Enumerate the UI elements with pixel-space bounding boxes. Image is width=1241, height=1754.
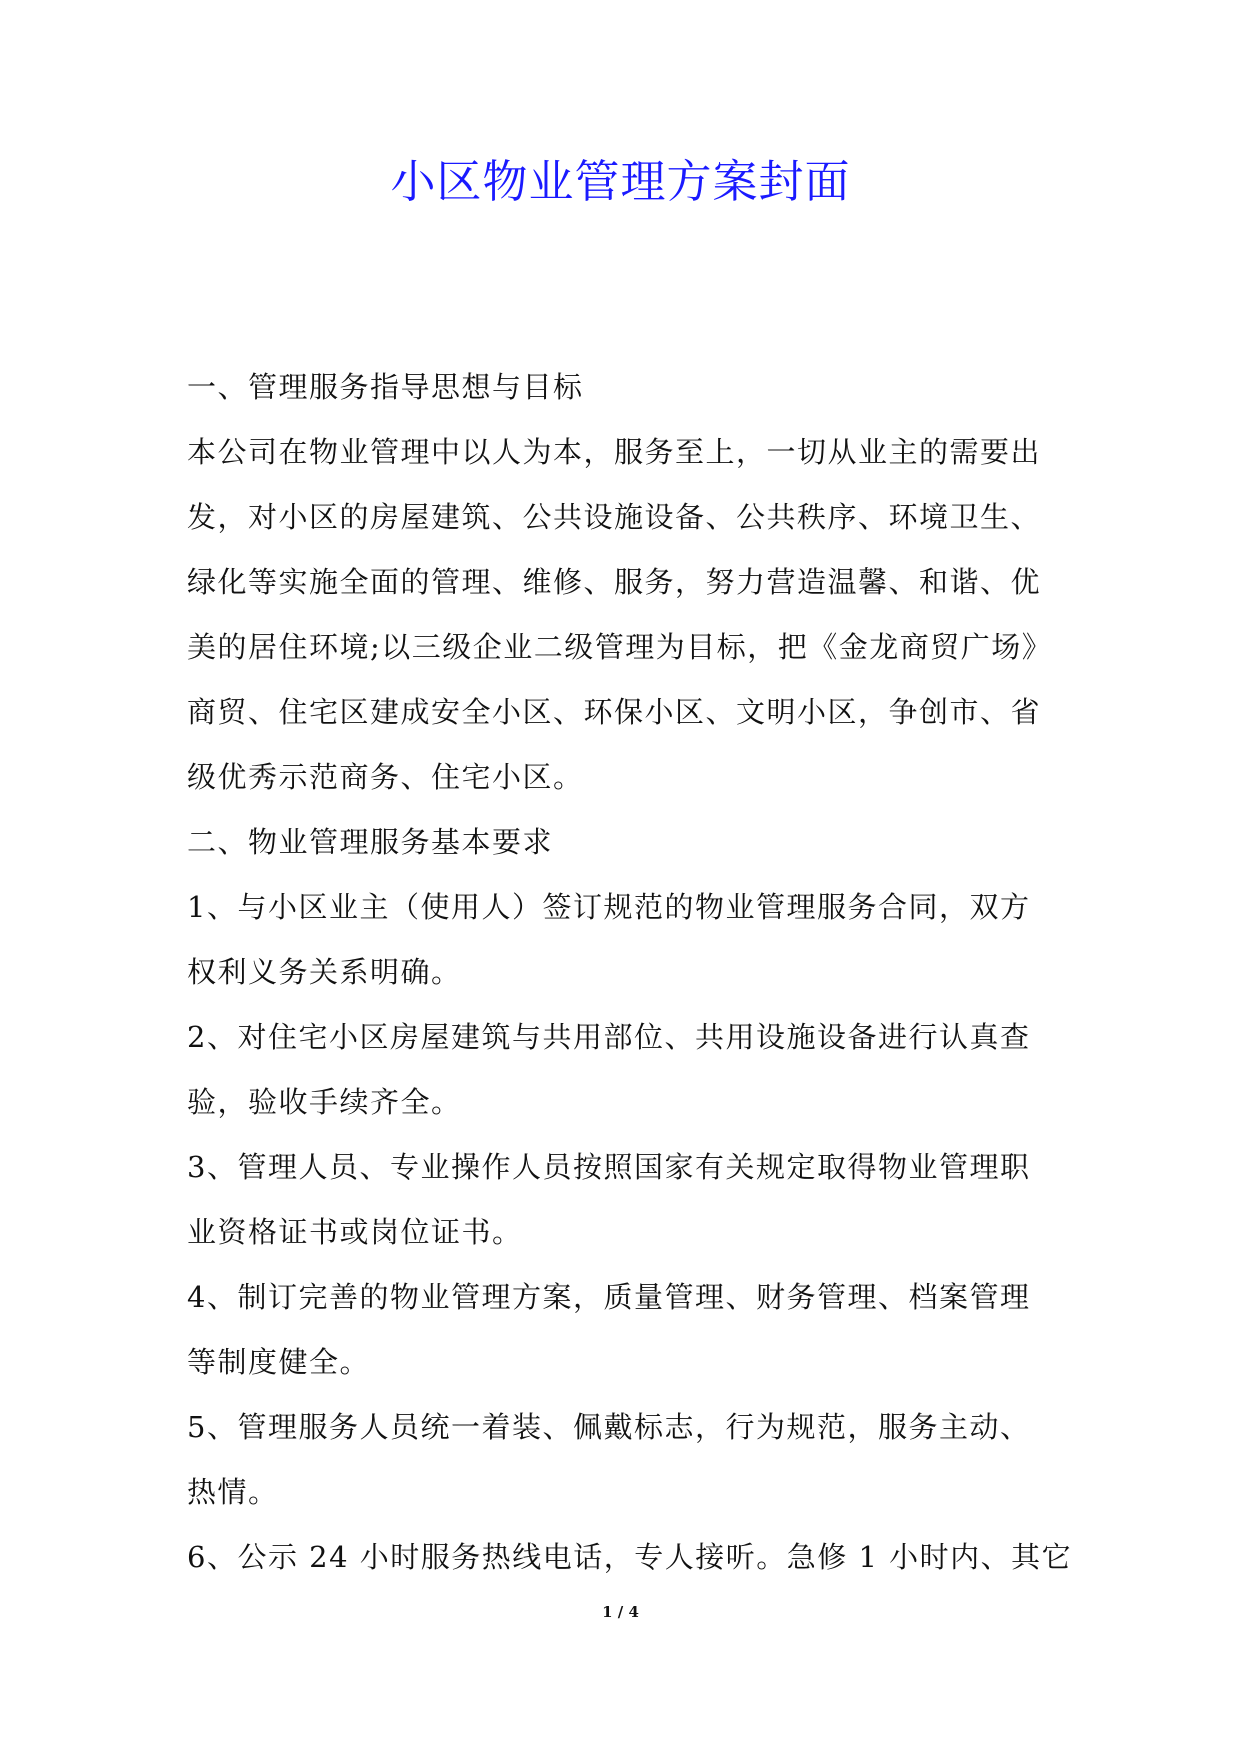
list-item-line: 4、制订完善的物业管理方案，质量管理、财务管理、档案管理 bbox=[187, 1280, 1031, 1314]
list-item-line: 权利义务关系明确。 bbox=[187, 955, 462, 989]
body-line: 商贸、住宅区建成安全小区、环保小区、文明小区，争创市、省 bbox=[187, 695, 1042, 729]
list-item-line: 2、对住宅小区房屋建筑与共用部位、共用设施设备进行认真查 bbox=[187, 1020, 1031, 1054]
list-item-line: 5、管理服务人员统一着装、佩戴标志，行为规范，服务主动、 bbox=[187, 1410, 1031, 1444]
document-body bbox=[187, 355, 1073, 1590]
body-line: 绿化等实施全面的管理、维修、服务，努力营造温馨、和谐、优 bbox=[187, 565, 1042, 599]
list-item-line: 验，验收手续齐全。 bbox=[187, 1085, 462, 1119]
list-item-line: 热情。 bbox=[187, 1475, 279, 1509]
page-number: 1 / 4 bbox=[602, 1603, 639, 1621]
list-item-line: 3、管理人员、专业操作人员按照国家有关规定取得物业管理职 bbox=[187, 1150, 1031, 1184]
body-line: 发，对小区的房屋建筑、公共设施设备、公共秩序、环境卫生、 bbox=[187, 500, 1042, 534]
list-item-line: 6、公示 24 小时服务热线电话，专人接听。急修 1 小时内、其它 bbox=[187, 1540, 1073, 1574]
document-title: 小区物业管理方案封面 bbox=[390, 155, 851, 208]
section-heading-1: 一、管理服务指导思想与目标 bbox=[187, 370, 584, 404]
list-item-line: 等制度健全。 bbox=[187, 1345, 371, 1379]
list-item-line: 业资格证书或岗位证书。 bbox=[187, 1215, 523, 1249]
list-item-line: 1、与小区业主（使用人）签订规范的物业管理服务合同，双方 bbox=[187, 890, 1031, 924]
body-line: 级优秀示范商务、住宅小区。 bbox=[187, 760, 584, 794]
section-heading-2: 二、物业管理服务基本要求 bbox=[187, 825, 554, 859]
body-line: 本公司在物业管理中以人为本，服务至上，一切从业主的需要出 bbox=[187, 435, 1042, 469]
body-line: 美的居住环境;以三级企业二级管理为目标，把《金龙商贸广场》 bbox=[187, 630, 1053, 664]
